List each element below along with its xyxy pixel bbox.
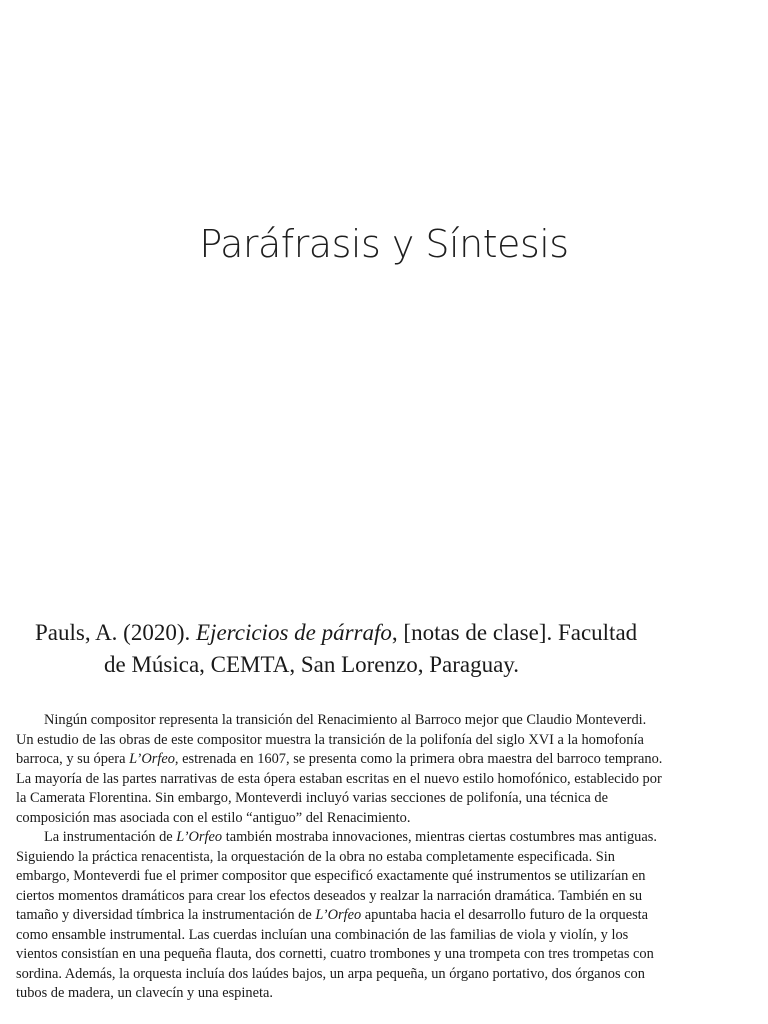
citation-work-title: Ejercicios de párrafo <box>196 620 392 645</box>
text-segment: tamaño y diversidad tímbrica la instrumentación de <box>16 907 316 923</box>
text-segment: barroca, y su ópera <box>16 751 130 767</box>
slide-title: Paráfrasis y Síntesis <box>199 222 569 266</box>
citation <box>35 617 735 681</box>
paragraph-2-line: tubos de madera, un clavecín y una espineta. <box>16 985 273 1001</box>
opera-title: L’Orfeo <box>129 751 175 767</box>
paragraph-2-line: Siguiendo la práctica renacentista, la orquestación de la obra no estaba completamente especificada. Sin <box>16 848 615 865</box>
text-segment: apuntaba hacia el desarrollo futuro de la orquesta <box>361 907 649 923</box>
text-segment: , estrenada en 1607, se presenta como la primera obra maestra del barroco temprano. <box>174 751 663 767</box>
paragraph-2-line <box>16 906 761 926</box>
paragraph-1-line: La mayoría de las partes narrativas de esta ópera estaban escritas en el nuevo estilo homofónico, establecido por <box>16 770 662 787</box>
paragraph-1-line: Ningún compositor representa la transición del Renacimiento al Barroco mejor que Claudio Monteverdi. <box>44 712 647 728</box>
paragraph-2-line <box>16 828 761 848</box>
citation-author-year: Pauls, A. (2020). <box>35 620 196 645</box>
paragraph-2-line: sordina. Además, la orquesta incluía dos laúdes bajos, un arpa pequeña, un órgano portativo, dos órganos con <box>16 965 645 982</box>
paragraph-1-line <box>16 750 761 770</box>
paragraph-2-line: embargo, Monteverdi fue el primer compositor que especificó exactamente qué instrumentos se utilizarían en <box>16 868 646 884</box>
citation-details: , [notas de clase]. Facultad <box>391 620 638 645</box>
opera-title: L’Orfeo <box>176 829 223 845</box>
paragraph-1-line: composición mas asociada con el estilo “antiguo” del Renacimiento. <box>16 809 411 826</box>
paragraph-2-line: ciertos momentos dramáticos para crear los efectos deseados y realzar la narración dramática. También en su <box>16 887 643 904</box>
citation-line-2: de Música, CEMTA, San Lorenzo, Paraguay. <box>104 652 520 677</box>
text-segment: también mostraba innovaciones, mientras ciertas costumbres mas antiguas. <box>222 829 657 845</box>
text-segment: La instrumentación de <box>44 829 177 845</box>
body-text <box>16 711 761 1004</box>
paragraph-1-line: Un estudio de las obras de este compositor muestra la transición de la polifonía del siglo XVI a la homofonía <box>16 731 644 748</box>
paragraph-2-line: como ensamble instrumental. Las cuerdas incluían una combinación de las familias de viola y violín, y los <box>16 926 629 943</box>
paragraph-2-line: vientos consistían en una pequeña flauta, dos cornetti, cuatro trombones y una trompeta con tres trompetas con <box>16 946 654 962</box>
opera-title: L’Orfeo <box>315 907 362 923</box>
paragraph-1-line: la Camerata Florentina. Sin embargo, Monteverdi incluyó varias secciones de polifonía, una técnica de <box>16 790 608 806</box>
